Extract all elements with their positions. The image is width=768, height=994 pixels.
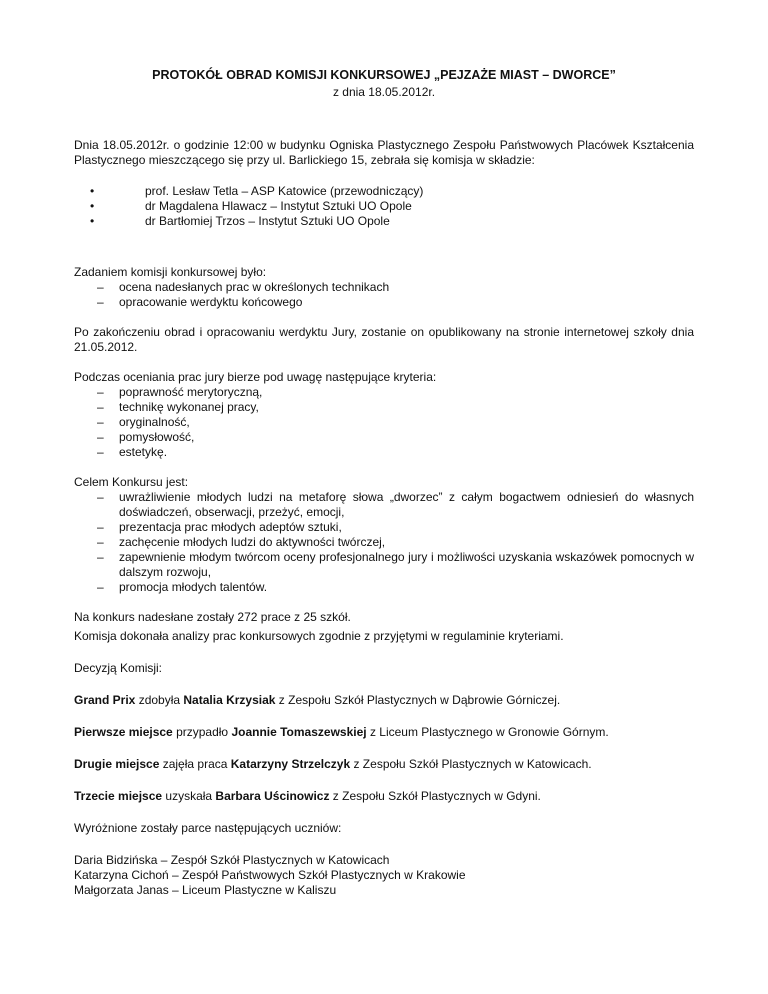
publication-paragraph: Po zakończeniu obrad i opracowaniu werdyktu Jury, zostanie on opublikowany na stronie internetowej szkoły dnia 21.05.2012. (74, 325, 694, 354)
list-item: – poprawność merytoryczną, (97, 385, 263, 399)
tasks-list (74, 280, 694, 310)
goals-heading: Celem Konkursu jest: (74, 475, 189, 489)
submissions-analysis: Komisja dokonała analizy prac konkursowych zgodnie z przyjętymi w regulaminie kryteriami. (74, 629, 564, 643)
award-grand-prix: Grand Prix zdobyła Natalia Krzysiak z Zespołu Szkół Plastycznych w Dąbrowie Górniczej. (74, 693, 561, 707)
document-title: PROTOKÓŁ OBRAD KOMISJI KONKURSOWEJ „PEJZAŻE MIAST – DWORCE” (152, 68, 616, 82)
honorable-item: Daria Bidzińska – Zespół Szkół Plastycznych w Katowicach (74, 853, 390, 867)
honorable-item: Katarzyna Cichoń – Zespół Państwowych Szkół Plastycznych w Krakowie (74, 868, 466, 882)
list-item: – uwrażliwienie młodych ludzi na metaforę słowa „dworzec” z całym bogactwem odniesień do własnych doświadczeń, obserwacji, przeżyć, emocji, (97, 490, 694, 519)
list-item: – pomysłowość, (97, 430, 195, 444)
honorable-heading: Wyróżnione zostały parce następujących uczniów: (74, 821, 342, 835)
document-page (74, 68, 694, 898)
list-item: – prezentacja prac młodych adeptów sztuki, (97, 520, 342, 534)
list-item: – opracowanie werdyktu końcowego (97, 295, 303, 309)
committee-member: • prof. Lesław Tetla – ASP Katowice (przewodniczący) (74, 184, 694, 199)
list-item: – promocja młodych talentów. (97, 580, 268, 594)
document-date: z dnia 18.05.2012r. (332, 85, 436, 99)
list-item: – oryginalność, (97, 415, 190, 429)
committee-member: • dr Bartłomiej Trzos – Instytut Sztuki UO Opole (74, 214, 694, 229)
list-item: – ocena nadesłanych prac w określonych technikach (97, 280, 390, 294)
tasks-heading: Zadaniem komisji konkursowej było: (74, 265, 267, 279)
honorable-item: Małgorzata Janas – Liceum Plastyczne w Kaliszu (74, 883, 337, 897)
committee-member: • dr Magdalena Hlawacz – Instytut Sztuki UO Opole (74, 199, 694, 214)
list-item: – zachęcenie młodych ludzi do aktywności twórczej, (97, 535, 386, 549)
submissions-count: Na konkurs nadesłane zostały 272 prace z 25 szkół. (74, 610, 351, 624)
award-second-place: Drugie miejsce zajęła praca Katarzyny Strzelczyk z Zespołu Szkół Plastycznych w Katowicach. (74, 757, 592, 771)
list-item: – technikę wykonanej pracy, (97, 400, 259, 414)
intro-paragraph: Dnia 18.05.2012r. o godzinie 12:00 w budynku Ogniska Plastycznego Zespołu Państwowych Placówek Kształcenia Plastycznego mieszczącego się przy ul. Barlickiego 15, zebrała się komisja w składzie: (74, 138, 694, 167)
decision-heading: Decyzją Komisji: (74, 661, 163, 675)
list-item: – zapewnienie młodym twórcom oceny profesjonalnego jury i możliwości uzyskania wskazówek pomocnych w dalszym rozwoju, (97, 550, 694, 579)
award-third-place: Trzecie miejsce uzyskała Barbara Uścinowicz z Zespołu Szkół Plastycznych w Gdyni. (74, 789, 541, 803)
award-first-place: Pierwsze miejsce przypadło Joannie Tomaszewskiej z Liceum Plastycznego w Gronowie Górnym. (74, 725, 609, 739)
committee-list (74, 184, 694, 229)
criteria-heading: Podczas oceniania prac jury bierze pod uwagę następujące kryteria: (74, 370, 437, 384)
list-item: – estetykę. (97, 445, 168, 459)
criteria-list (74, 385, 694, 460)
goals-list (74, 490, 694, 595)
